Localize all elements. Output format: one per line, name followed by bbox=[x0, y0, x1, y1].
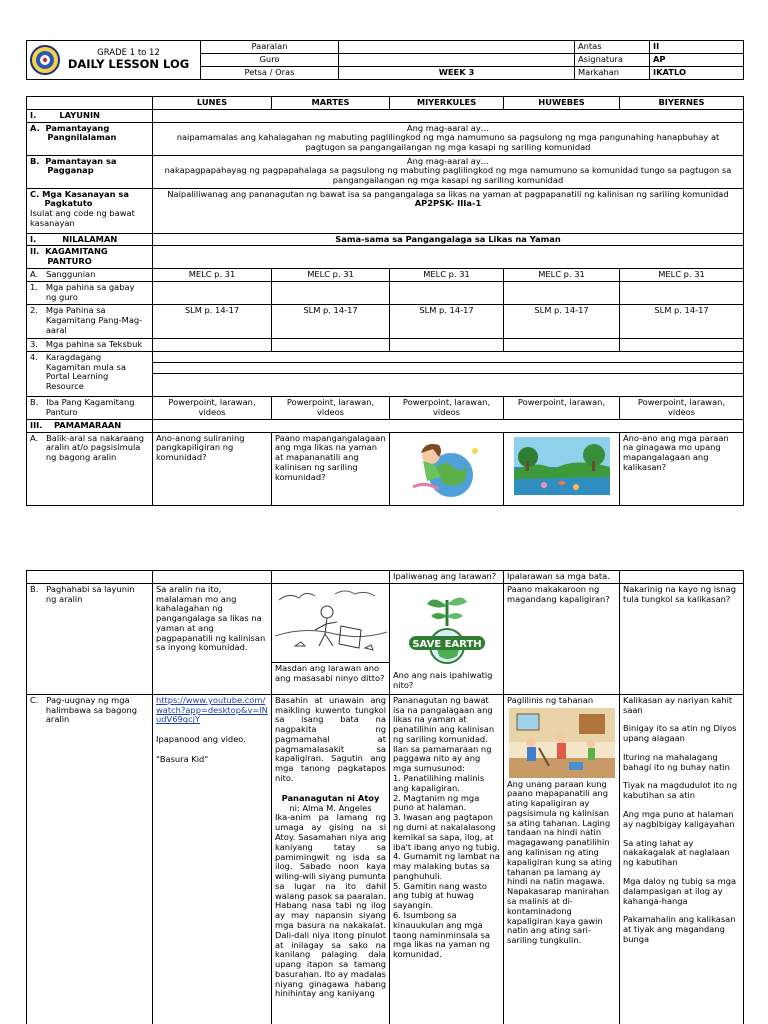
text-pangnilalaman: Ang mag-aaral ay… naipamamalas ang kahalagahan ng mabuting paglilingkod ng mga namumuno sa pagsulong ng mga pangunahing hanapbuhay at pagtugon sa pangangailangan ng mga kasapi ng sariling komunidad bbox=[153, 122, 744, 155]
value-guro bbox=[339, 54, 575, 67]
text-pagganap: Ang mag-aaral ay… nakapagpapahayag ng pagpapahalaga sa pagsulong ng mabuting paglilingkod ng mga namumuno sa komunidad tungo sa pagtugon sa pangangailangan ng mga kasapi ng sariling komunidad bbox=[153, 155, 744, 188]
paghahabi-miyerkules bbox=[390, 583, 504, 694]
poem-line: Sa ating lahat ay nakakagalak at naglalaan ng kabutihan bbox=[623, 837, 730, 868]
paguugnay-miyerkules: Pananagutan ng bawat isa na pangalagaan ang likas na yaman at panatilihin ang kalinisan ng sariling komunidad. Ilan sa pamamaraan ng paggawa nito ay ang mga sumusunod: 1. Panatilihing malinis ang kapaligiran. 2. Magtanim ng mga puno at halaman. 3. Iwasan ang pagtapon ng dumi at nakalalasong kemikal sa sapa, ilog, at iba't ibang anyo ng tubig. 4. Gumamit ng lambat na may malaking butas sa panghuhuli. 5. Gamitin nang wasto ang tubig at huwag sayangin. 6. Isumbong sa kinauukulan ang mga taong naminminsala sa mga likas na yaman ng komunidad. bbox=[390, 694, 504, 1024]
header-logo-title bbox=[27, 41, 201, 80]
label-antas: Antas bbox=[575, 41, 650, 54]
story-author: ni: Alma M. Angeles bbox=[289, 802, 372, 813]
grade-label: GRADE 1 to 12 bbox=[97, 47, 160, 58]
label-asignatura: Asignatura bbox=[575, 54, 650, 67]
label-karagdagang: 4. Karagdagang Kagamitan mula sa Portal Learning Resource bbox=[27, 351, 153, 396]
top-huwebes: Ipalarawan sa mga bata. bbox=[504, 571, 620, 584]
day-header-lunes: LUNES bbox=[153, 97, 272, 110]
section-layunin: I. LAYUNIN bbox=[27, 109, 153, 122]
value-week: WEEK 3 bbox=[339, 66, 575, 79]
page-title: DAILY LESSON LOG bbox=[67, 57, 190, 71]
value-markahan: IKATLO bbox=[650, 66, 744, 79]
poem-line: Binigay ito sa atin ng Diyos upang alagaan bbox=[623, 723, 737, 744]
paguugnay-huwebes-title: Paglilinis ng tahanan bbox=[507, 694, 594, 705]
paghahabi-miyerkules-text: Ano ang nais ipahiwatig nito? bbox=[393, 669, 493, 690]
label-paghahabi: B. Paghahabi sa layunin ng aralin bbox=[27, 583, 153, 694]
iba-biyernes: Powerpoint, larawan, videos bbox=[620, 396, 744, 419]
balik-miyerkules-image bbox=[390, 432, 504, 505]
label-pangnilalaman: A. Pamantayang Pangnilalaman bbox=[27, 122, 153, 155]
text-kasanayan: Naipaliliwanag ang pananagutan ng bawat isa sa pangangalaga sa likas na yaman at pagpapanatili ng kalinisan ng sariling komunidad AP2PSK- IIIa-1 bbox=[153, 188, 744, 233]
label-paaralan: Paaralan bbox=[201, 41, 339, 54]
sanggunian-biyernes: MELC p. 31 bbox=[620, 269, 744, 282]
sanggunian-huwebes: MELC p. 31 bbox=[504, 269, 620, 282]
family-cleaning-house-illustration bbox=[509, 708, 615, 778]
label-sanggunian: A. Sanggunian bbox=[27, 269, 153, 282]
poem-line: Ang mga puno at halaman ay nagbibigay kaligayahan bbox=[623, 809, 735, 829]
day-header-martes: MARTES bbox=[272, 97, 390, 110]
story-title: Pananagutan ni Atoy bbox=[281, 792, 380, 803]
boy-picking-trash-sketch bbox=[275, 586, 387, 660]
iba-huwebes: Powerpoint, larawan, bbox=[504, 396, 620, 419]
iba-lunes: Powerpoint, larawan, videos bbox=[153, 396, 272, 419]
poem-line: Pakamahalin ang kalikasan at tiyak ang magandang bunga bbox=[623, 914, 736, 944]
story-body: Ika-anim pa lamang ng umaga ay gising na si Atoy. Sasamahan niya ang kaniyang tatay sa pamimingwit ng isda sa ilog. Sabado noon kaya wiling-wili siyang pumunta sa lugar na ito dahil walang pasok sa paaralan. Habang nasa tabi ng ilog ay may napansin siyang mga basura na nakakalat. Dali-dali niya itong pinulot at inilagay sa sako na kanilang palaging dala upang itapon sa tamang basurahan. Ito ay madalas niyang ginagawa habang hinihintay ang kaniyang bbox=[275, 812, 386, 999]
paguugnay-lunes bbox=[153, 694, 272, 1024]
balik-lunes: Ano-anong suliraning pangkapiligiran ng komunidad? bbox=[153, 432, 272, 505]
story-intro: Basahin at unawain ang maikling kuwento tungkol sa isang bata na nagpakita ng pagmamahal at pagmamalasakit sa kapaligiran. Sagutin ang mga tanong pagkatapos nito. bbox=[275, 694, 386, 784]
header-table bbox=[26, 40, 744, 80]
label-kasanayan: C. Mga Kasanayan sa Pagkatuto Isulat ang code ng bawat kasanayan bbox=[27, 188, 153, 233]
iba-miyerkules: Powerpoint, larawan, videos bbox=[390, 396, 504, 419]
sanggunian-lunes: MELC p. 31 bbox=[153, 269, 272, 282]
sanggunian-martes: MELC p. 31 bbox=[272, 269, 390, 282]
paguugnay-lunes-text: Ipapanood ang video. bbox=[156, 734, 246, 745]
poem-line: Ituring na mahalagang bahagi ito ng buhay natin bbox=[623, 751, 730, 772]
kasanayan-code: AP2PSK- IIIa-1 bbox=[414, 198, 482, 209]
slm-miyerkules: SLM p. 14-17 bbox=[390, 305, 504, 339]
section-pamamaraan: III. PAMAMARAAN bbox=[27, 419, 153, 432]
label-pagganap: B. Pamantayan sa Pagganap bbox=[27, 155, 153, 188]
paguugnay-huwebes bbox=[504, 694, 620, 1024]
paghahabi-martes bbox=[272, 583, 390, 694]
value-antas: II bbox=[650, 41, 744, 54]
label-gabay: 1. Mga pahina sa gabay ng guro bbox=[27, 282, 153, 305]
slm-biyernes: SLM p. 14-17 bbox=[620, 305, 744, 339]
top-miyerkules: Ipaliwanag ang larawan? bbox=[390, 571, 504, 584]
paghahabi-huwebes: Paano makakaroon ng magandang kapaligiran? bbox=[504, 583, 620, 694]
label-petsa: Petsa / Oras bbox=[201, 66, 339, 79]
balik-biyernes: Ano-ano ang mga paraan na ginagawa mo upang mapangalagaan ang kalikasan? bbox=[620, 432, 744, 505]
day-header-biyernes: BIYERNES bbox=[620, 97, 744, 110]
balik-huwebes-image bbox=[504, 432, 620, 505]
label-balik-aral: A. Balik-aral sa nakaraang aralin at/o pagsisimula ng bagong aralin bbox=[27, 432, 153, 505]
youtube-video-link[interactable]: https://www.youtube.com/watch?app=desktop&v=lNudV69qcjY bbox=[156, 694, 268, 725]
value-paaralan bbox=[339, 41, 575, 54]
slm-huwebes: SLM p. 14-17 bbox=[504, 305, 620, 339]
slm-martes: SLM p. 14-17 bbox=[272, 305, 390, 339]
day-header-miyerkules: MIYERKULES bbox=[390, 97, 504, 110]
label-guro: Guro bbox=[201, 54, 339, 67]
section-kagamitan: II. KAGAMITANG PANTURO bbox=[27, 246, 153, 269]
paguugnay-huwebes-text: Ang unang paraan kung paano mapapanatili ang ating kapaligiran ay pagsisimula ng kalinisan sa ating tahanan. Laging tandaan na hindi natin magagawang panatilihin ang kalinisan ng ating kapaligiran kung sa ating tahanan pa lamang ay hindi na natin magawa. Napakasarap manirahan sa malinis at di-kontaminadong kapaligiran kaya gawin natin ang ating sari-sariling tungkulin. bbox=[507, 778, 612, 946]
video-title: "Basura Kid" bbox=[156, 753, 209, 764]
girl-hugging-earth-illustration bbox=[405, 437, 489, 501]
text-nilalaman: Sama-sama sa Pangangalaga sa Likas na Yaman bbox=[153, 233, 744, 246]
iba-martes: Powerpoint, larawan, videos bbox=[272, 396, 390, 419]
deped-seal-icon bbox=[30, 45, 60, 75]
paguugnay-biyernes bbox=[620, 694, 744, 1024]
slm-lunes: SLM p. 14-17 bbox=[153, 305, 272, 339]
poem-line: Mga daloy ng tubig sa mga dalampasigan at ilog ay kahanga-hanga bbox=[623, 875, 737, 906]
poem-line: Tiyak na magdudulot ito ng kabutihan sa atin bbox=[623, 780, 738, 801]
nature-scene-illustration bbox=[514, 437, 610, 495]
value-asignatura: AP bbox=[650, 54, 744, 67]
poem-line: Kalikasan ay nariyan kahit saan bbox=[623, 694, 733, 715]
label-kagamitang-pang-mag-aaral: 2. Mga Pahina sa Kagamitang Pang-Mag- aaral bbox=[27, 305, 153, 339]
paghahabi-lunes: Sa aralin na ito, malalaman mo ang kahalagahan ng pangangalaga sa likas na yaman at ang pagpapanatili ng kalinisan sa inyong komunidad. bbox=[153, 583, 272, 694]
label-teksbuk: 3. Mga pahina sa Teksbuk bbox=[27, 339, 153, 352]
save-earth-logo bbox=[397, 586, 497, 668]
sanggunian-miyerkules: MELC p. 31 bbox=[390, 269, 504, 282]
kasanayan-sub: Isulat ang code ng bawat kasanayan bbox=[30, 208, 135, 228]
section-nilalaman: I. NILALAMAN bbox=[27, 233, 153, 246]
lesson-table-1 bbox=[26, 96, 744, 506]
save-earth-text: SAVE EARTH bbox=[411, 638, 482, 650]
balik-martes: Paano mapangangalagaan ang mga likas na yaman at mapananatili ang kalinisan ng sariling komunidad? bbox=[272, 432, 390, 505]
paghahabi-biyernes: Nakarinig na kayo ng isnag tula tungkol sa kalikasan? bbox=[620, 583, 744, 694]
day-header-huwebes: HUWEBES bbox=[504, 97, 620, 110]
lesson-table-2 bbox=[26, 570, 744, 1024]
label-iba-pang-kagamitan: B. Iba Pang Kagamitang Panturo bbox=[27, 396, 153, 419]
label-paguugnay: C. Pag-uugnay ng mga halimbawa sa bagong aralin bbox=[27, 694, 153, 1024]
paguugnay-martes bbox=[272, 694, 390, 1024]
paghahabi-martes-text: Masdan ang larawan ano ang masasabi ninyo ditto? bbox=[272, 662, 389, 685]
label-markahan: Markahan bbox=[575, 66, 650, 79]
